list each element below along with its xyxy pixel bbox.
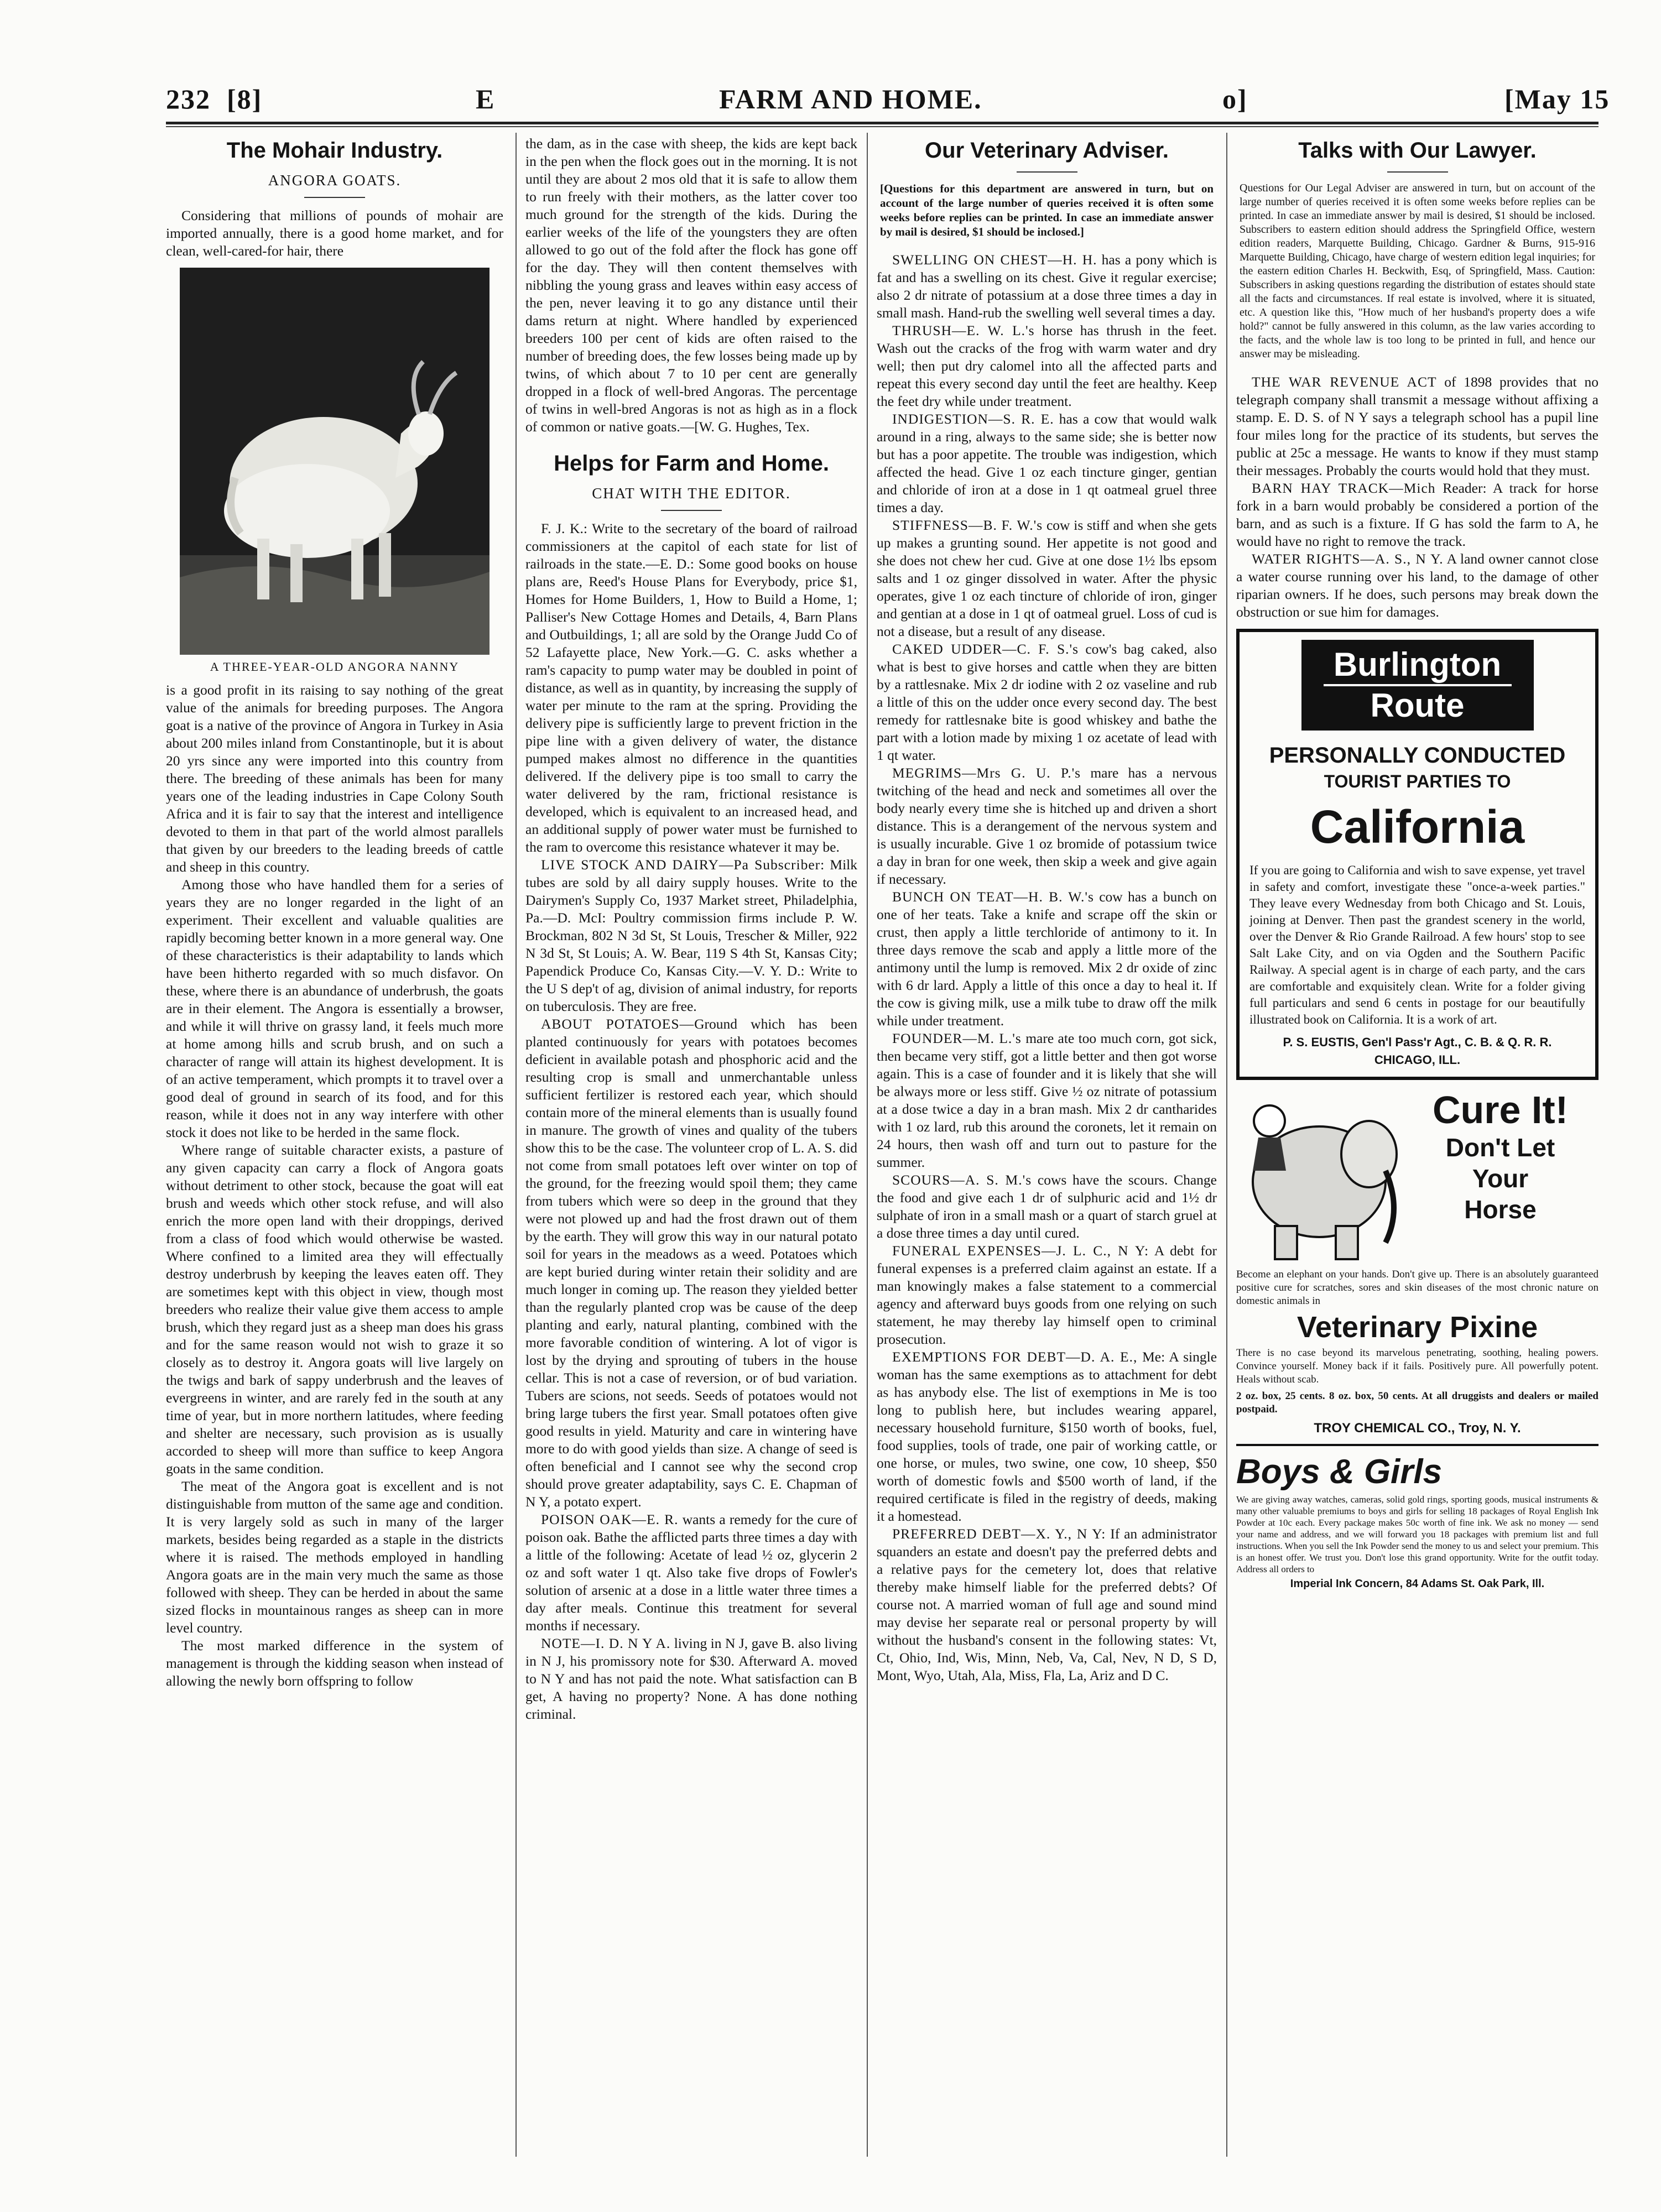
question-answer: Reader: A track for horse fork in a barn would probably be considered a portion of the barn, and as such is a fixture. If G has sold the farm to A, he would have no right to remove the track. bbox=[1236, 480, 1598, 549]
question-title: CAKED UDDER—C. F. S.'s bbox=[892, 641, 1079, 657]
question-answer: has a pony which is fat and has a swelling on its chest. Give it regular exercise; also 2 dr nitrate of potassium at a dose three times a day in small mash. Hand-rub the swelling well several times a day. bbox=[877, 252, 1217, 321]
issue-date: [May 15 bbox=[1504, 84, 1610, 114]
paragraph: Among those who have handled them for a series of years they are no longer regarded in the light of an experiment. Their excellent and valuable qualities are rapidly becoming better known in a more general way. One of these characteristics is their adaptability to lands which have been hitherto regarded with so much disfavor. On these, where there is an abundance of underbrush, the goats are in their element. The Angora is essentially a browser, and while it will thrive on grassy land, it feels much more at home among hills and scrub brush, and on such a character of range will attain its highest development. It is of an active temperament, which prompts it to travel over a good deal of ground in search of its food, and for this reason, while it does not in any way interfere with other stock it does not like to be herded in the same flock. bbox=[166, 877, 503, 1140]
question-item bbox=[1236, 479, 1598, 550]
paragraph: Considering that millions of pounds of mohair are imported annually, there is a good home market, and for clean, well-cared-for hair, there bbox=[166, 207, 503, 259]
page-header bbox=[166, 83, 1610, 122]
ad-copy: There is no case beyond its marvelous penetrating, soothing, healing powers. Convince yourself. Money back if it fails. Positively pure. All powerfully potent. Heals without scab. bbox=[1236, 1347, 1598, 1385]
question-answer: Me: A single woman has the same exemptions as to attachment for debt as has anybody else. The list of exemptions in Me is too long to publish here, but includes wearing apparel, necessary household furniture, $150 worth of books, fuel, food supplies, tools of trade, one pair of working cattle, or one horse, or mules, two swine, one cow, 10 sheep, $50 worth of domestic fowls and $500 worth of land, if the required certificate is filed in the registry of deeds, making it a homestead. bbox=[877, 1349, 1217, 1524]
question-answer: A land owner cannot close a water course running over his land, to the damage of other riparian owners. If he does, such persons may break down the obstruction or sue him for damages. bbox=[1236, 551, 1598, 620]
divider bbox=[1017, 171, 1077, 173]
question-item bbox=[877, 1030, 1217, 1171]
question-title: BUNCH ON TEAT—H. B. W.'s bbox=[892, 889, 1094, 905]
item-livestock bbox=[525, 856, 857, 1015]
question-item bbox=[877, 517, 1217, 640]
column-4 bbox=[1236, 135, 1598, 2148]
question-title: EXEMPTIONS FOR DEBT—D. A. E., bbox=[892, 1349, 1138, 1365]
paragraph: F. J. K.: Write to the secretary of the board of railroad commissioners at the capitol of each state for list of railroads in the state.—E. D.: Some good books on house plans are, Reed's House Plans for Everybody, price $1, Homes for Home Builders, 1, How to Build a Home, 1; Palliser's New Cottage Homes and Details, 4, Barn Plans and Outbuildings, 1; all are sold by the Orange Judd Co of 52 Lafayette place, New York.—G. C. asks whether a ram's capacity to pump water may be doubled in point of distance, as well as in quantity, by increasing the supply of water per minute to the ram at the spring. Providing the delivery pipe is sufficiently large to prevent friction in the pipe line with a given delivery of water, the distance pumped makes almost no difference in the quantities delivered. If the delivery pipe is too small to carry the water delivered by the ram, frictional resistance is developed, which is equivalent to an increased head, and an additional supply of power water must be furnished to the ram to overcome this resistance whatever it may be. bbox=[525, 520, 857, 855]
section-heading: Our Veterinary Adviser. bbox=[925, 138, 1169, 163]
ad-signature-city: CHICAGO, ILL. bbox=[1374, 1053, 1461, 1067]
question-answer: cows have the scours. Change the food and give each 1 dr of sulphuric acid and 1½ dr sulphate of iron in a small mash or a quart of starch gruel at a dose three times a day until cured. bbox=[877, 1172, 1217, 1241]
header-bracket: o] bbox=[1222, 84, 1248, 114]
question-title: INDIGESTION—S. R. E. bbox=[892, 411, 1054, 427]
banner-line: Burlington bbox=[1333, 646, 1502, 683]
article-heading: The Mohair Industry. bbox=[226, 138, 443, 163]
section-heading: Talks with Our Lawyer. bbox=[1298, 138, 1537, 163]
section-subheading: CHAT WITH THE EDITOR. bbox=[592, 485, 791, 502]
veterinary-questions bbox=[877, 251, 1217, 1684]
divider bbox=[304, 197, 365, 198]
question-title: THE WAR REVENUE ACT bbox=[1252, 374, 1437, 390]
question-answer: mare has a nervous twitching of the head and neck and sometimes all over the body nearly every time she is hitched up and driven a short distance. This is a derangement of the nervous system and is usually incurable. Give 1 oz bromide of potassium twice a day in bran for one week, then skip a week and give again if necessary. bbox=[877, 765, 1217, 887]
header-rule-thin bbox=[166, 126, 1598, 127]
question-title: FOUNDER—M. L.'s bbox=[892, 1030, 1022, 1046]
item-title: POISON OAK—E. R. bbox=[541, 1511, 679, 1527]
ad-company: TROY CHEMICAL CO., Troy, N. Y. bbox=[1314, 1421, 1521, 1436]
question-title: SCOURS—A. S. M.'s bbox=[892, 1172, 1032, 1188]
product-name: Veterinary Pixine bbox=[1296, 1311, 1538, 1344]
question-answer: cow is stiff and when she gets up makes a grunting sound. Her appetite is not good and she does not chew her cud. Give at one dose 1½ lbs epsom salts and 1 oz ginger dissolved in water. After the physic operates, give 1 oz each tincture of chloride of iron, ginger and gentian at a dose in 1 qt of oatmeal gruel. Loss of cud is not a disease, but a result of any disease. bbox=[877, 517, 1217, 639]
paragraph: is a good profit in its raising to say nothing of the great value of the animals for breeding purposes. The Angora goat is a native of the province of Angora in Turkey in Asia about 200 miles inland from Constantinople, but it is about 20 yrs since any were imported into this country from there. The breeding of these animals has been for many years one of the leading industries in Cape Colony South Africa and it is fair to say that the interest and intelligence devoted to them in that part of the world almost parallels that given by our breeders to the leading breeds of cattle and sheep in this country. bbox=[166, 682, 503, 875]
paragraph: The meat of the Angora goat is excellent and is not distinguishable from mutton of the same age and condition. It is very largely sold as such in many of the larger markets, besides being regarded as a staple in the districts where it is raised. The methods employed in handling Angora goats are in the main very much the same as those followed with sheep. They can be herded in about the same sized flocks in mountainous ranges as sheep can in more level country. bbox=[166, 1478, 503, 1636]
ad-headline: Boys & Girls bbox=[1236, 1453, 1443, 1491]
question-item bbox=[1236, 373, 1598, 479]
question-item bbox=[877, 1348, 1217, 1525]
question-title: MEGRIMS—Mrs G. U. P.'s bbox=[892, 765, 1081, 781]
ad-signature: P. S. EUSTIS, Gen'l Pass'r Agt., C. B. & Q. R. R. bbox=[1283, 1035, 1552, 1049]
question-item bbox=[877, 410, 1217, 517]
column-2 bbox=[525, 135, 857, 2148]
page-mark: [8] bbox=[227, 84, 263, 114]
column-rule bbox=[867, 133, 868, 2157]
article-subheading: ANGORA GOATS. bbox=[268, 172, 402, 189]
page-number: 232 bbox=[166, 84, 211, 114]
ad-line: Your bbox=[1472, 1164, 1529, 1193]
question-answer: of 1898 provides that no telegraph company shall transmit a message without affixing a stamp. E. D. S. of N Y says a telegraph school has a pupil line four miles long for the practice of its students, but serves the public at 25c a message. He wants to know if they must stamp their messages. Probably the courts would hold that they must. bbox=[1236, 374, 1598, 478]
question-answer: If an administrator squanders an estate and doesn't pay the preferred debts and a relative pays for the cemetery lot, does that relative thereby make himself liable for the preferred debts? Of course not. A married woman of full age and sound mind may devise her separate real or personal property by will without the husband's consent in the following states: Vt, Ct, Ohio, Ind, Wis, Minn, Neb, Va, Cal, Nev, N D, S D, Mont, Wyo, Utah, Ala, Miss, Fla, La, Ariz and D C. bbox=[877, 1526, 1217, 1683]
ad-destination: California bbox=[1310, 801, 1525, 853]
item-poison-oak bbox=[525, 1511, 857, 1635]
column-rule bbox=[516, 133, 517, 2157]
ad-subheadline: TOURIST PARTIES TO bbox=[1324, 771, 1511, 791]
ad-line: Horse bbox=[1464, 1195, 1537, 1224]
question-answer: has a cow that would walk around in a ring, always to the same side; she is better now but has a poor appetite. The trouble was indigestion, which affected the head. Give 1 oz each tincture ginger, gentian and chloride of iron at a dose in 1 qt oatmeal gruel three times a day. bbox=[877, 411, 1217, 515]
question-title: SWELLING ON CHEST—H. H. bbox=[892, 252, 1097, 268]
item-title: ABOUT POTATOES— bbox=[541, 1016, 695, 1032]
ad-copy: Become an elephant on your hands. Don't give up. There is an absolutely guaranteed positive cure for scratches, sores and skin diseases of the most chronic nature on domestic animals in bbox=[1236, 1269, 1598, 1307]
question-title: PREFERRED DEBT—X. Y., N Y: bbox=[892, 1526, 1106, 1542]
question-item bbox=[1236, 550, 1598, 621]
question-title: FUNERAL EXPENSES—J. L. C., N Y: bbox=[892, 1243, 1149, 1259]
paragraph: the dam, as in the case with sheep, the kids are kept back in the pen when the flock goes out in the morning. It is not until they are about 2 mos old that it is safe to allow them to run freely with their mothers, as the latter cover too much ground for the strength of the kids. During the earlier weeks of the life of the youngsters they are often allowed to go out of the fold after the flock has gone off for the day. They will then content themselves with nibbling the young grass and leaves within easy access of the pen, never leaving it to go any distance until their dams return at night. Where handled by experienced breeders 100 per cent of kids are often raised to the number of breeding does, the few losses being made up by twins, of which about 7 to 10 per cent are generally dropped in a flock of well-bred Angoras. The percentage of twins in well-bred Angoras is not as high as in a flock of common or native goats.—[W. G. Hughes, Tex. bbox=[525, 135, 857, 435]
column-3 bbox=[877, 135, 1217, 2148]
question-item bbox=[877, 1171, 1217, 1242]
question-item bbox=[877, 888, 1217, 1030]
question-title: WATER RIGHTS—A. S., N Y. bbox=[1252, 551, 1444, 567]
column-1 bbox=[166, 135, 503, 2148]
ad-copy: We are giving away watches, cameras, solid gold rings, sporting goods, musical instruments & many other valuable premiums to boys and girls for selling 18 packages of Royal English Ink Powder at 10c each. Every package makes 50c worth of fine ink. We ask no money — send your name and address, and we will forward you 18 packages with premium list and full instructions. When you sell the Ink Powder send the money to us and select your premium. This is an honest offer. We trust you. Don't lose this grand opportunity. Write for the outfit today. Address all orders to bbox=[1236, 1494, 1598, 1574]
item-body: wants a remedy for the cure of poison oak. Bathe the afflicted parts three times a day with a little of the following: Acetate of lead ½ oz, glycerin 2 oz and soft water 1 qt. Also take five drops of Fowler's solution of arsenic at a dose in a little water three times a day after meals. Continue this treatment for several months if necessary. bbox=[525, 1511, 857, 1634]
lawyer-questions bbox=[1236, 373, 1598, 621]
edition-letter: E bbox=[476, 84, 496, 114]
divider bbox=[661, 510, 722, 511]
question-title: STIFFNESS—B. F. W.'s bbox=[892, 517, 1043, 533]
paragraph: Where range of suitable character exists, a pasture of any given capacity can carry a flock of Angora goats without detriment to other stock, because the goat will eat brush and weeds which other stock refuse, and will also enrich the more open land with their droppings, derived from a class of food which would otherwise be wasted. Where confined to a limited area they will effectually destroy underbrush by keeping the leaves eaten off. They are sometimes kept with this object in view, though most breeders who realize their value give them access to ample brush, which they regard just as a sheep man does his grass and for the same reason would not wish to graze it so closely as to destroy it. Angora goats will live largely on the twigs and bark of sappy underbrush and the leaves of evergreens in winter, and are rarely fed in the south at any time of year, but in more northern latitudes, where feeding and shelter are necessary, such provision as is usually accorded to sheep will more than suffice to keep Angora goats in the same condition. bbox=[166, 1142, 503, 1477]
question-item bbox=[877, 251, 1217, 322]
question-answer: cow's bag caked, also what is best to give horses and cattle when they are bitten by a rattlesnake. Mix 2 dr iodine with 2 oz vaseline and rub a little of this on the udder once every second day. The best remedy for rattlesnake bite is good whiskey and bathe the part with a lotion made by mixing 1 oz acetate of lead with 1 qt water. bbox=[877, 641, 1217, 763]
item-potatoes bbox=[525, 1015, 857, 1511]
ad-price: 2 oz. box, 25 cents. 8 oz. box, 50 cents. At all druggists and dealers or mailed postpaid. bbox=[1236, 1390, 1598, 1415]
item-title: LIVE STOCK AND DAIRY—Pa Subscriber: bbox=[541, 857, 825, 873]
elephant-icon bbox=[1236, 1088, 1402, 1265]
ad-headline: Cure It! bbox=[1433, 1088, 1568, 1131]
angora-goat-photo bbox=[180, 268, 490, 655]
item-body: Ground which has been planted continuously for years with potatoes becomes deficient in available potash and phosphoric acid and the resulting crop is small and unmerchantable unless sufficient fertilizer is restored each year, which should contain more of the mineral elements than is usually found in manure. The growth of vines and quality of the tubers show this to be the case. The volunteer crop of L. A. S. did not come from small potatoes left over winter on top of the ground, for the freezing would spoil them; they came from tubers which were so deep in the ground that they were not plowed up and had the frost drawn out of them by the earth. They will grow this way in our natural potato soil for years in the meadows as a weed. Potatoes which are kept buried during winter retain their solidity and are much longer in coming up. The reason they yielded better than the regularly planted crop was be cause of the deep planting and early, natural planting, combined with the more favorable condition of wintering. A lot of vigor is lost by the drying and sprouting of tubers in the house cellar. This is not a case of reversion, or of bud variation. Tubers are scions, not seeds. Seeds of potatoes would not bring large tubers the first year. Small potatoes often give good results in yield. Maturity and care in wintering have more to do with good yields than size. A change of seed is often beneficial and I cannot see why the second crop should prove greater adaptability, says C. E. Chapman of N Y, a potato expert. bbox=[525, 1016, 857, 1510]
ad-headline: PERSONALLY CONDUCTED bbox=[1269, 743, 1566, 768]
item-note bbox=[525, 1635, 857, 1723]
question-item bbox=[877, 764, 1217, 888]
question-answer: mare ate too much corn, got sick, then became very stiff, got a little better and then got worse again. This is a case of founder and it is likely that she will be always more or less stiff. Give ½ oz nitrate of potassium at a dose twice a day in a bran mash. Mix 2 dr cantharides with 1 oz lard, rub this around the coronets, let it remain on 24 hours, then wash off and turn out to pasture for the summer. bbox=[877, 1030, 1217, 1170]
question-item bbox=[877, 640, 1217, 764]
ad-company: Imperial Ink Concern, 84 Adams St. Oak Park, Ill. bbox=[1290, 1578, 1545, 1590]
question-answer: horse has thrush in the feet. Wash out the cracks of the frog with warm water and dry well; then put dry calomel into all the affected parts and repeat this every second day until the feet are healthy. Keep the feet dry while under treatment. bbox=[877, 322, 1217, 409]
item-body: living in N J, gave B. also living in N J, his promissory note for $30. Afterward A. moved to N Y and has not paid the note. What satisfaction can B get, A having no property? None. A has done nothing criminal. bbox=[525, 1635, 857, 1722]
question-item bbox=[877, 1525, 1217, 1684]
burlington-route-ad bbox=[1236, 629, 1598, 1080]
banner-line: Route bbox=[1324, 684, 1512, 725]
item-body: Milk tubes are sold by all dairy supply houses. Write to the Dairymen's Supply Co, 1937 Market street, Philadelphia, Pa.—D. McI: Poultry commission firms include P. W. Brockman, 802 N 3d St, St Louis, Trescher & Miller, 922 N 3d St, St Louis; A. W. Bear, 119 S 4th St, Kansas City; Papendick Produce Co, Kansas City.—V. Y. D.: Write to the U S dep't of ag, division of animal industry, for reports on tuberculosis. They are free. bbox=[525, 857, 857, 1014]
question-title: BARN HAY TRACK—Mich bbox=[1252, 480, 1436, 496]
item-title: NOTE—I. D. N Y A. bbox=[541, 1635, 671, 1651]
question-title: THRUSH—E. W. L.'s bbox=[892, 322, 1035, 338]
column-rule bbox=[1226, 133, 1227, 2157]
department-note: [Questions for this department are answered in turn, but on account of the large number of queries received it is often some weeks before replies can be printed. In case an immediate answer by mail is desired, $1 should be inclosed.] bbox=[880, 182, 1214, 238]
ad-copy: If you are going to California and wish to save expense, yet travel in safety and comfort, investigate these "once-a-week parties." They leave every Wednesday from both Chicago and St. Louis, joining at Denver. Then past the grandest scenery in the world, over the Denver & Rio Grande Railroad. A few hours' stop to see Salt Lake City, and on via Ogden and the Southern Pacific Railway. A special agent is in charge of each party, and the cars are comfortable and exquisitely clean. Write for a folder giving full particulars and send 6 cents in postage for our beautifully illustrated book on California. It is a work of art. bbox=[1249, 863, 1585, 1026]
veterinary-pixine-ad bbox=[1236, 1088, 1598, 1437]
question-item bbox=[877, 322, 1217, 410]
ad-line: Don't Let bbox=[1445, 1133, 1555, 1162]
question-answer: A debt for funeral expenses is a preferred claim against an estate. If a man knowingly makes a false statement to a commercial agency and afterward buys goods from one relying on such statement, he may thereby lay himself open to criminal prosecution. bbox=[877, 1243, 1217, 1347]
question-answer: cow has a bunch on one of her teats. Take a knife and scrape off the skin or crust, then apply a little terchloride of antimony to it. In three days remove the scab and apply a little more of the antimony until the lump is removed. Mix 2 dr oxide of zinc with 6 dr lard. Apply a little of this once a day to heal it. If the cow is giving milk, use a milk tube to draw off the milk while under treatment. bbox=[877, 889, 1217, 1029]
boys-girls-ad bbox=[1236, 1444, 1598, 1593]
header-rule bbox=[166, 122, 1598, 124]
section-heading: Helps for Farm and Home. bbox=[554, 451, 829, 476]
department-note: Questions for Our Legal Adviser are answered in turn, but on account of the large number of queries received it is often some weeks before replies can be printed. In case an immediate answer by mail is desired, $1 should be inclosed. Subscribers to eastern edition should address the Springfield Office, western edition readers, Marquette Building, Chicago. Gardner & Burns, 915-916 Marquette Building, Chicago, have charge of western edition legal inquiries; for the eastern edition Charles H. Beckwith, Esq, of Springfield, Mass. Caution: Subscribers in asking questions regarding the distribution of estates should state all the facts and circumstances. If real estate is involved, where it is situated, etc. A question like this, "How much of her husband's property does a wife hold?" cannot be fully answered in this column, as the law varies according to the facts, and the whole law is too long to be printed in full, and hence our answer may be misleading. bbox=[1240, 182, 1595, 360]
newspaper-title: FARM AND HOME. bbox=[719, 84, 982, 114]
photo-caption: A THREE-YEAR-OLD ANGORA NANNY bbox=[210, 660, 460, 674]
divider bbox=[1387, 171, 1448, 173]
paragraph: The most marked difference in the system of management is through the kidding season when instead of allowing the newly born offspring to follow bbox=[166, 1637, 503, 1689]
question-item bbox=[877, 1242, 1217, 1348]
burlington-banner bbox=[1301, 640, 1534, 731]
